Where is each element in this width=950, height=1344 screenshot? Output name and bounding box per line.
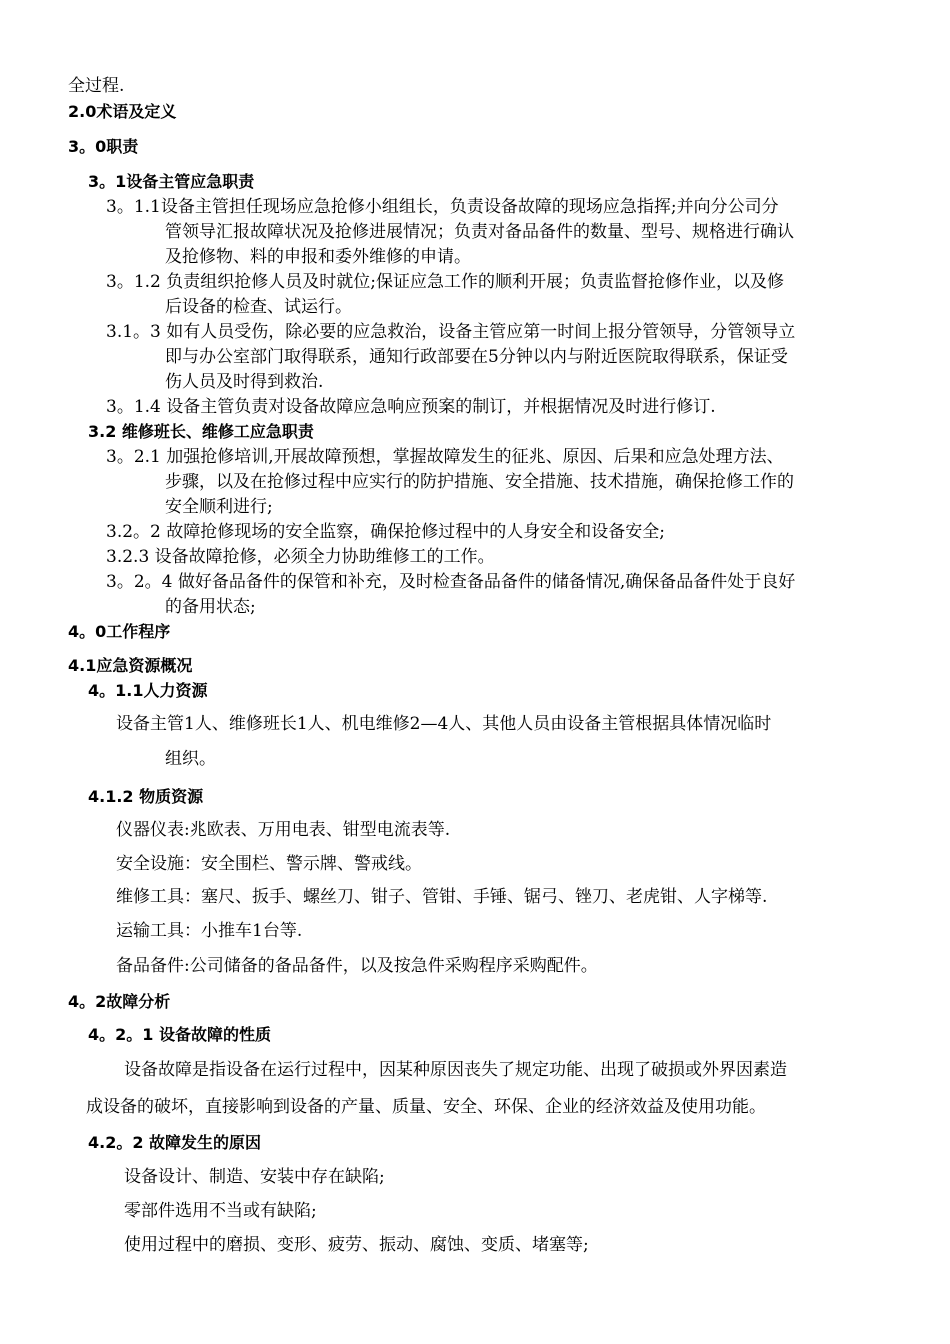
- body-text: 全过程.: [68, 76, 125, 96]
- paragraph: 维修工具：塞尺、扳手、螺丝刀、钳子、管钳、手锤、锯弓、锉刀、老虎钳、人字梯等.: [116, 887, 768, 907]
- paragraph: 备品备件:公司储备的备品备件，以及按急件采购程序采购配件。: [116, 956, 598, 976]
- list-item: 3.2。2 故障抢修现场的安全监察，确保抢修过程中的人身安全和设备安全;: [106, 522, 665, 542]
- section-heading: 4。0工作程序: [68, 622, 171, 641]
- subsection-heading: 4.1应急资源概况: [68, 656, 193, 675]
- subsubsection-heading: 4。1.1人力资源: [88, 681, 208, 700]
- paragraph: 设备设计、制造、安装中存在缺陷;: [124, 1167, 385, 1187]
- list-item-continuation: 及抢修物、料的申报和委外维修的申请。: [165, 247, 471, 267]
- paragraph-continuation: 组织。: [165, 749, 216, 769]
- list-item-continuation: 安全顺利进行;: [165, 497, 273, 517]
- list-item: 3。1.1设备主管担任现场应急抢修小组组长，负责设备故障的现场应急指挥;并向分公司分: [106, 197, 779, 217]
- subsection-heading: 4。2故障分析: [68, 992, 171, 1011]
- list-item-continuation: 步骤，以及在抢修过程中应实行的防护措施、安全措施、技术措施，确保抢修工作的: [165, 472, 794, 492]
- subsubsection-heading: 4.1.2 物质资源: [88, 787, 204, 806]
- subsection-heading: 3。1设备主管应急职责: [88, 172, 255, 191]
- list-item-continuation: 后设备的检查、试运行。: [165, 297, 352, 317]
- paragraph: 使用过程中的磨损、变形、疲劳、振动、腐蚀、变质、堵塞等;: [124, 1235, 589, 1255]
- list-item: 3。1.4 设备主管负责对设备故障应急响应预案的制订，并根据情况及时进行修订.: [106, 397, 716, 417]
- section-heading: 3。0职责: [68, 137, 139, 156]
- paragraph: 零部件选用不当或有缺陷;: [124, 1201, 317, 1221]
- paragraph: 运输工具：小推车1台等.: [116, 921, 303, 941]
- list-item: 3。2。4 做好备品备件的保管和补充，及时检查备品备件的储备情况,确保备品备件处于良好: [106, 572, 796, 592]
- list-item: 3.1。3 如有人员受伤，除必要的应急救治，设备主管应第一时间上报分管领导，分管领导立: [106, 322, 796, 342]
- list-item: 3。1.2 负责组织抢修人员及时就位;保证应急工作的顺利开展；负责监督抢修作业，以及修: [106, 272, 784, 292]
- list-item: 3。2.1 加强抢修培训,开展故障预想，掌握故障发生的征兆、原因、后果和应急处理方法、: [106, 447, 784, 467]
- list-item-continuation: 的备用状态;: [165, 597, 256, 617]
- list-item-continuation: 伤人员及时得到救治.: [165, 372, 324, 392]
- paragraph: 仪器仪表:兆欧表、万用电表、钳型电流表等.: [116, 820, 451, 840]
- paragraph-continuation: 成设备的破坏，直接影响到设备的产量、质量、安全、环保、企业的经济效益及使用功能。: [86, 1097, 766, 1117]
- subsubsection-heading: 4.2。2 故障发生的原因: [88, 1133, 262, 1152]
- paragraph: 设备主管1人、维修班长1人、机电维修2—4人、其他人员由设备主管根据具体情况临时: [116, 714, 772, 734]
- list-item-continuation: 即与办公室部门取得联系，通知行政部要在5分钟以内与附近医院取得联系，保证受: [165, 347, 788, 367]
- paragraph: 设备故障是指设备在运行过程中，因某种原因丧失了规定功能、出现了破损或外界因素造: [124, 1060, 787, 1080]
- paragraph: 安全设施：安全围栏、警示牌、警戒线。: [116, 854, 422, 874]
- list-item: 3.2.3 设备故障抢修，必须全力协助维修工的工作。: [106, 547, 495, 567]
- list-item-continuation: 管领导汇报故障状况及抢修进展情况；负责对备品备件的数量、型号、规格进行确认: [165, 222, 794, 242]
- section-heading: 2.0术语及定义: [68, 102, 177, 121]
- subsection-heading: 3.2 维修班长、维修工应急职责: [88, 422, 314, 441]
- subsubsection-heading: 4。2。1 设备故障的性质: [88, 1025, 271, 1044]
